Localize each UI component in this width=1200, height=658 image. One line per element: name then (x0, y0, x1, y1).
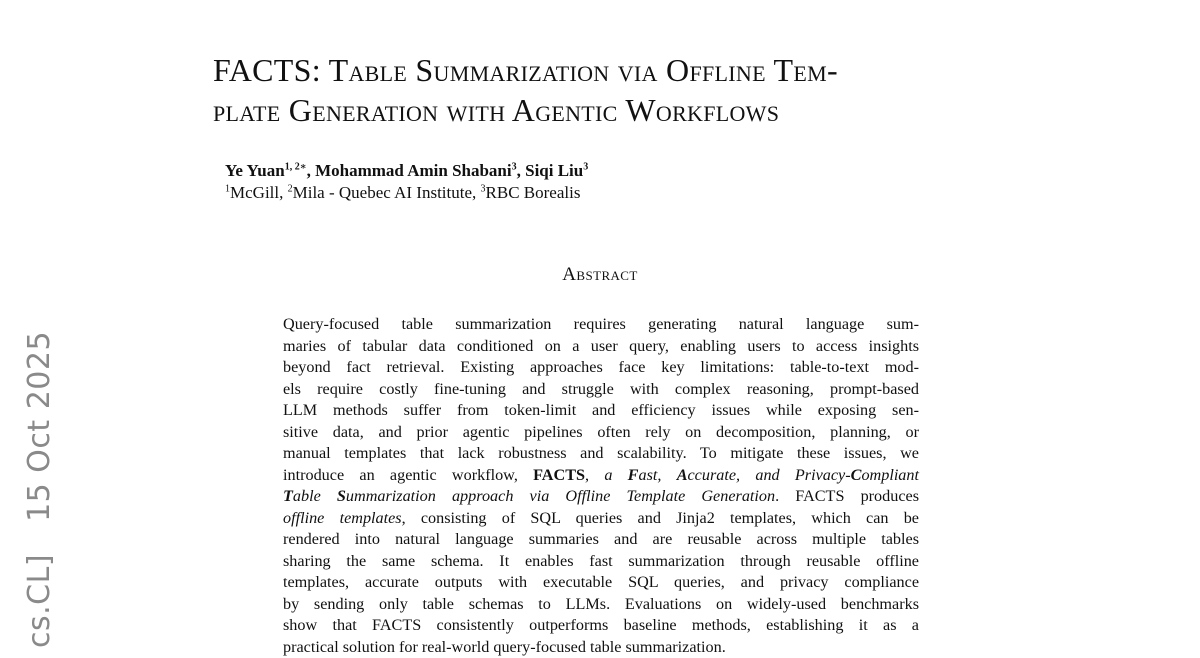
author-separator: , (517, 161, 526, 180)
affiliation-marker: 2 (288, 183, 293, 194)
abstract-line: by sending only table schemas to LLMs. Evaluations on widely-used benchmarks (283, 594, 919, 616)
acronym-letter: S (337, 487, 346, 505)
paper-title (213, 50, 1013, 130)
acronym-letter: F (628, 466, 639, 484)
paper-title-line-2: plate Generation with Agentic Workflows (213, 90, 1013, 130)
author-block (225, 160, 588, 204)
abstract-line: els require costly fine-tuning and struggle with complex reasoning, prompt-based (283, 379, 919, 401)
abstract-line: templates, accurate outputs with executable SQL queries, and privacy compliance (283, 572, 919, 594)
affiliation: McGill, (230, 183, 288, 202)
author-affiliation-marker: 3 (583, 161, 588, 172)
abstract-line (283, 508, 919, 530)
acronym-letter: C (851, 466, 862, 484)
abstract-text-run: . FACTS produces (775, 487, 919, 505)
affiliation-marker: 1 (225, 183, 230, 194)
author-separator: , (307, 161, 316, 180)
author-affiliation-marker: 3 (512, 161, 517, 172)
affiliation: Mila - Quebec AI Institute, (293, 183, 481, 202)
author-name: Ye Yuan (225, 161, 285, 180)
abstract-heading: Abstract (0, 264, 1200, 286)
acronym-expansion: ompliant (861, 466, 919, 484)
abstract-text-run: , consisting of SQL queries and Jinja2 templates, which can be (402, 509, 919, 527)
acronym-expansion: ummarization approach via Offline Template Generation (346, 487, 775, 505)
abstract-text-run: introduce an agentic workflow, (283, 466, 533, 484)
abstract-text (283, 314, 919, 658)
author-name: Siqi Liu (525, 161, 583, 180)
arxiv-sidebar-stamp (22, 309, 57, 648)
abstract-line: sitive data, and prior agentic pipelines often rely on decomposition, planning, or (283, 422, 919, 444)
acronym-expansion: able (293, 487, 337, 505)
abstract-line: Query-focused table summarization requires generating natural language sum- (283, 314, 919, 336)
acronym-expansion: a (604, 466, 627, 484)
method-name: FACTS (533, 466, 585, 484)
acronym-letter: T (283, 487, 293, 505)
emphasized-term: offline templates (283, 509, 402, 527)
abstract-line: LLM methods suffer from token-limit and efficiency issues while exposing sen- (283, 400, 919, 422)
affiliation-marker: 3 (481, 183, 486, 194)
acronym-letter: A (677, 466, 688, 484)
abstract-line (283, 465, 919, 487)
abstract-line (283, 486, 919, 508)
acronym-expansion: ast, (638, 466, 676, 484)
abstract-line: maries of tabular data conditioned on a user query, enabling users to access insights (283, 336, 919, 358)
affiliation-list (225, 182, 588, 204)
author-list (225, 160, 588, 182)
abstract-line: manual templates that lack robustness and scalability. To mitigate these issues, we (283, 443, 919, 465)
paper-title-line-1: FACTS: Table Summarization via Offline Tem- (213, 50, 1013, 90)
abstract-line: rendered into natural language summaries and are reusable across multiple tables (283, 529, 919, 551)
abstract-line: sharing the same schema. It enables fast summarization through reusable offline (283, 551, 919, 573)
affiliation: RBC Borealis (486, 183, 581, 202)
abstract-line: practical solution for real-world query-focused table summarization. (283, 637, 919, 658)
author-name: Mohammad Amin Shabani (315, 161, 512, 180)
abstract-line: show that FACTS consistently outperforms baseline methods, establishing it as a (283, 615, 919, 637)
arxiv-date: 15 Oct 2025 (22, 331, 57, 522)
abstract-text-run: , (585, 466, 604, 484)
author-affiliation-marker: 1, 2∗ (285, 161, 307, 172)
acronym-expansion: ccurate, and Privacy- (688, 466, 851, 484)
arxiv-category: cs.CL] (22, 554, 57, 648)
abstract-line: beyond fact retrieval. Existing approaches face key limitations: table-to-text mod- (283, 357, 919, 379)
